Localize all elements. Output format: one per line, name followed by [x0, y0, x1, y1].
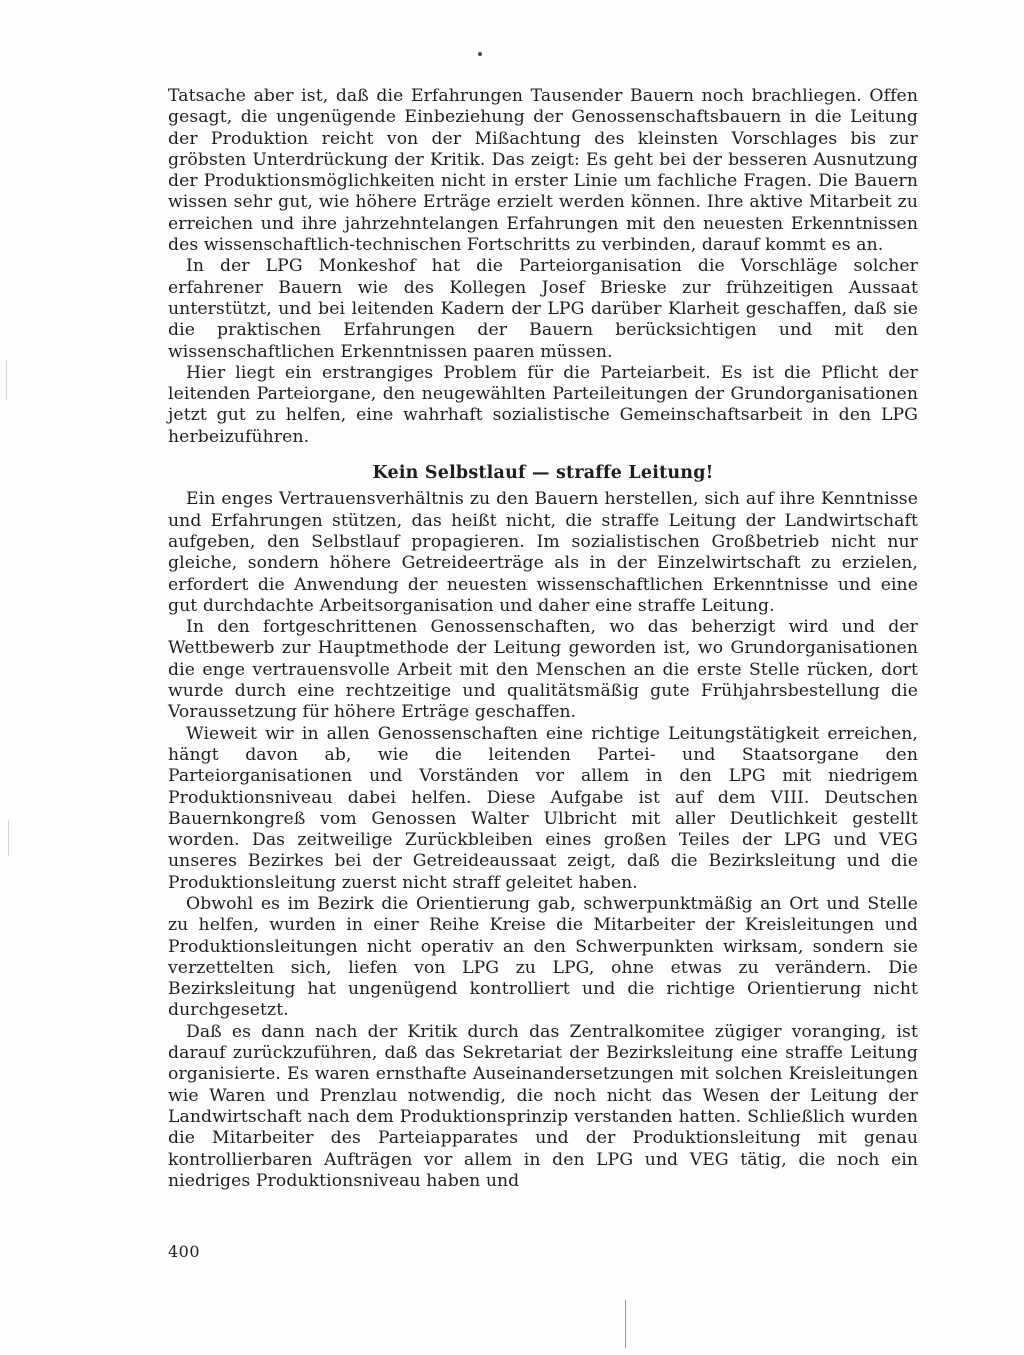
- paragraph: In der LPG Monkeshof hat die Parteiorganisation die Vorschläge solcher erfahrener Bauern wie des Kollegen Josef Brieske zur frühzeitigen Aussaat unterstützt, und bei leitenden Kadern der LPG darüber Klarheit geschaffen, daß sie die praktischen Erfahrungen der Bauern berücksichtigen und mit den wissenschaftlichen Erkenntnissen paaren müssen.: [168, 256, 918, 362]
- paragraph: Hier liegt ein erstrangiges Problem für die Parteiarbeit. Es ist die Pflicht der leitenden Parteiorgane, den neugewählten Parteileitungen der Grundorganisationen jetzt gut zu helfen, eine wahrhaft sozialistische Gemeinschaftsarbeit in den LPG herbeizuführen.: [168, 362, 918, 447]
- paragraph: In den fortgeschrittenen Genossenschaften, wo das beherzigt wird und der Wettbewerb zur Hauptmethode der Leitung geworden ist, wo Grundorganisationen die enge vertrauensvolle Arbeit mit den Menschen an die erste Stelle rücken, dort wurde durch eine rechtzeitige und qualitätsmäßig gute Frühjahrsbestellung die Voraussetzung für höhere Erträge geschaffen.: [168, 617, 918, 723]
- paragraph: Tatsache aber ist, daß die Erfahrungen Tausender Bauern noch brachliegen. Offen gesagt, die ungenügende Einbeziehung der Genossenschaftsbauern in die Leitung der Produktion reicht von der Mißachtung des kleinsten Vorschlages bis zur gröbsten Unterdrückung der Kritik. Das zeigt: Es geht bei der besseren Ausnutzung der Produktionsmöglichkeiten nicht in erster Linie um fachliche Fragen. Die Bauern wissen sehr gut, wie höhere Erträge erzielt werden können. Ihre aktive Mitarbeit zu erreichen und ihre jahrzehntelangen Erfahrungen mit den neuesten Erkenntnissen des wissenschaftlich-technischen Fortschritts zu verbinden, darauf kommt es an.: [168, 86, 918, 256]
- section-heading: Kein Selbstlauf — straffe Leitung!: [372, 463, 714, 484]
- paragraph: Wieweit wir in allen Genossenschaften eine richtige Leitungstätigkeit erreichen, hängt davon ab, wie die leitenden Partei- und Staatsorgane den Parteiorganisationen und Vorständen vor allem in den LPG mit niedrigem Produktionsniveau dabei helfen. Diese Aufgabe ist auf dem VIII. Deutschen Bauernkongreß vom Genossen Walter Ulbricht mit aller Deutlichkeit gestellt worden. Das zeitweilige Zurückbleiben eines großen Teiles der LPG und VEG unseres Bezirkes bei der Getreideaussaat zeigt, daß die Bezirksleitung und die Produktionsleitung zuerst nicht straff geleitet haben.: [168, 723, 918, 893]
- paragraph: Ein enges Vertrauensverhältnis zu den Bauern herstellen, sich auf ihre Kenntnisse und Erfahrungen stützen, das heißt nicht, die straffe Leitung der Landwirtschaft aufgeben, den Selbstlauf propagieren. Im sozialistischen Großbetrieb nicht nur gleiche, sondern höhere Getreideerträge als in der Einzelwirtschaft zu erzielen, erfordert die Anwendung der neuesten wissenschaftlichen Erkenntnisse und eine gut durchdachte Arbeitsorganisation und daher eine straffe Leitung.: [168, 489, 918, 616]
- scan-edge-mark: [6, 360, 7, 400]
- paragraph: Obwohl es im Bezirk die Orientierung gab, schwerpunktmäßig an Ort und Stelle zu helfen, wurden in einer Reihe Kreise die Mitarbeiter der Kreisleitungen und Produktionsleitungen nicht operativ an den Schwerpunkten wirksam, sondern sie verzettelten sich, liefen von LPG zu LPG, ohne etwas zu verändern. Die Bezirksleitung hat ungenügend kontrolliert und die richtige Orientierung nicht durchgesetzt.: [168, 893, 918, 1021]
- text-top-section: [168, 86, 918, 1192]
- paragraph: Daß es dann nach der Kritik durch das Zentralkomitee zügiger voranging, ist darauf zurückzuführen, daß das Sekretariat der Bezirksleitung eine straffe Leitung organisierte. Es waren ernsthafte Auseinandersetzungen mit solchen Kreisleitungen wie Waren und Prenzlau notwendig, die noch nicht das Wesen der Leitung der Landwirtschaft nach dem Produktionsprinzip verstanden hatten. Schließlich wurden die Mitarbeiter des Parteiapparates und der Produktionsleitung mit genau kontrollierbaren Aufträgen vor allem in den LPG und VEG tätig, die noch ein niedriges Produktionsniveau haben und: [168, 1021, 918, 1191]
- scan-edge-mark: [8, 820, 9, 856]
- scan-dot-mark: [478, 52, 482, 56]
- scan-line-mark: [625, 1300, 626, 1348]
- page-number: 400: [168, 1242, 201, 1261]
